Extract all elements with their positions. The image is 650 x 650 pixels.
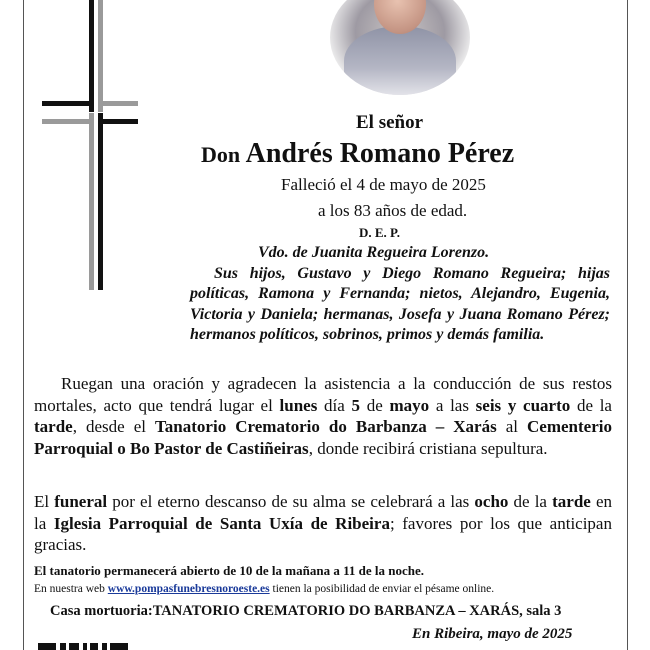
honorific: Don <box>201 142 241 167</box>
text-span: de la <box>508 492 553 511</box>
text-span: día <box>317 395 352 415</box>
period-bold: tarde <box>34 417 73 437</box>
opening-hours-note: El tanatorio permanecerá abierto de 10 de la mañana a 11 de la noche. <box>34 563 424 578</box>
widower-line: Vdo. de Juanita Regueira Lorenzo. <box>258 244 490 261</box>
web-note <box>34 583 494 595</box>
text-span: Ruegan una oración y agradecen la asistencia a la conducción de sus restos mortales, acto que tendrá lugar el <box>34 374 612 415</box>
title-prefix: El señor <box>356 112 424 133</box>
text-span: ; favores por los que anticipan gracias. <box>34 513 612 555</box>
church-bold: Iglesia Parroquial de Santa Uxía de Ribeira <box>53 513 390 533</box>
rip-text: D. E. P. <box>359 225 401 240</box>
conduction-paragraph <box>34 373 612 460</box>
full-name: Andrés Romano Pérez <box>245 138 515 169</box>
hour-bold: ocho <box>474 492 509 511</box>
deceased-photo <box>330 0 470 95</box>
text-span: En nuestra web <box>34 583 108 595</box>
cross-icon <box>42 0 138 290</box>
text-span: El <box>34 492 55 511</box>
cemetery-bold: Cementerio Parroquial o Bo Pastor de Castiñeiras <box>34 417 612 459</box>
death-date-line: Falleció el 4 de mayo de 2025 <box>281 175 486 194</box>
day-bold: lunes <box>279 395 318 415</box>
age-line: a los 83 años de edad. <box>318 201 468 220</box>
text-span: tienen la posibilidad de enviar el pésame online. <box>269 583 495 595</box>
funeral-paragraph <box>34 491 612 556</box>
text-span: por el eterno descanso de su alma se celebrará a las <box>107 492 475 511</box>
website-link[interactable]: www.pompasfunebresnoroeste.es <box>107 583 270 595</box>
hour-bold: seis y cuarto <box>475 395 571 415</box>
text-span: , donde recibirá cristiana sepultura. <box>308 439 548 459</box>
left-border-line <box>23 0 24 650</box>
right-border-line <box>627 0 628 650</box>
text-span: en la <box>34 492 612 533</box>
casa-value: TANATORIO CREMATORIO DO BARBANZA – XARÁS, sala 3 <box>152 603 562 619</box>
place-date: En Ribeira, mayo de 2025 <box>412 626 573 642</box>
family-block <box>190 243 610 346</box>
text-span: a las <box>429 395 476 415</box>
date-bold: 5 <box>351 395 360 415</box>
month-bold: mayo <box>389 395 430 415</box>
period-bold: tarde <box>552 492 591 511</box>
casa-mortuoria <box>50 603 561 620</box>
photo-shirt <box>344 26 456 95</box>
origin-bold: Tanatorio Crematorio do Barbanza – Xarás <box>155 417 497 437</box>
text-span: de <box>360 395 390 415</box>
relatives-paragraph: Sus hijos, Gustavo y Diego Romano Regueira; hijas políticas, Ramona y Fernanda; nietos, Alejandro, Eugenia, Victoria y Daniela; hermanas, Josefa y Juana Romano Pérez; hermanos políticos, sobrinos, primos y demás familia. <box>190 264 610 343</box>
casa-label: Casa mortuoria: <box>50 603 153 619</box>
qr-code-icon <box>38 643 138 650</box>
text-span: de la <box>570 395 612 415</box>
deceased-name <box>201 138 514 170</box>
text-span: , desde el <box>72 417 156 437</box>
funeral-bold: funeral <box>54 492 108 511</box>
text-span: al <box>496 417 528 437</box>
